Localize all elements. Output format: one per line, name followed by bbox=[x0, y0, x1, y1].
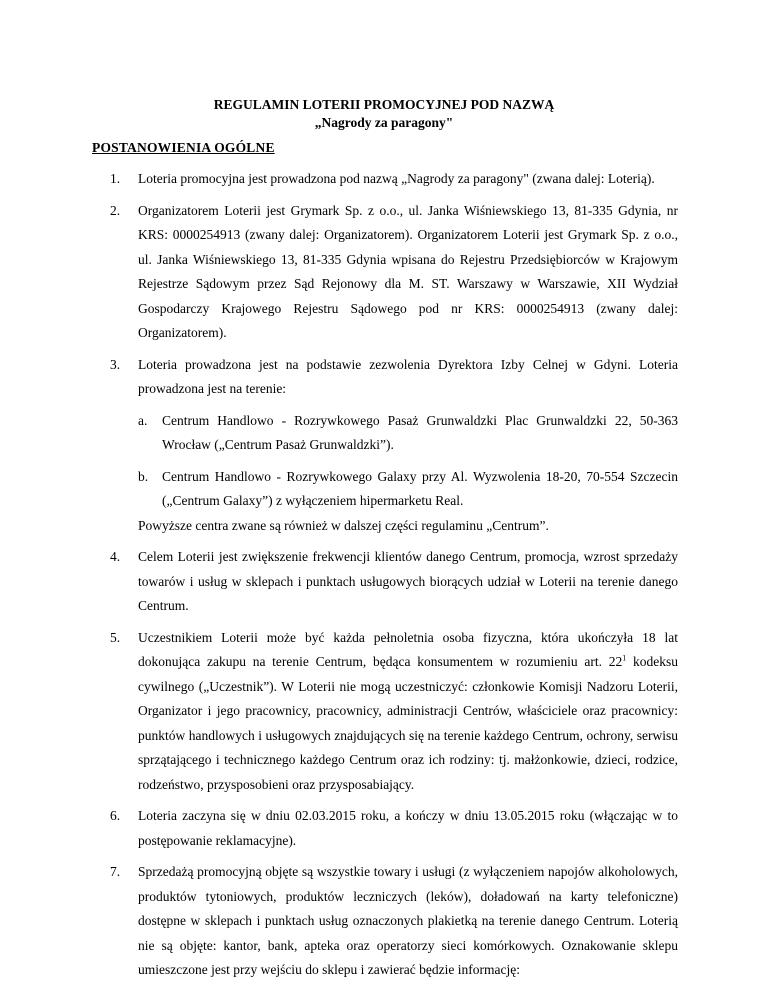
document-title bbox=[0, 96, 768, 132]
item-text: Loteria prowadzona jest na podstawie zezwolenia Dyrektora Izby Celnej w Gdyni. Loteria prowadzona jest na terenie: bbox=[138, 356, 678, 396]
item-text: Celem Loterii jest zwiększenie frekwencji klientów danego Centrum, promocja, wzrost sprzedaży towarów i usług w sklepach i punktach usługowych biorących udział w Loterii na terenie danego Centrum. bbox=[138, 549, 678, 613]
sub-item-letter: a. bbox=[138, 412, 148, 428]
list-item bbox=[110, 804, 678, 853]
list-item bbox=[110, 199, 678, 346]
item-text: Organizatorem Loterii jest Grymark Sp. z o.o., ul. Janka Wiśniewskiego 13, 81-335 Gdynia, nr KRS: 0000254913 (zwany dalej: Organizatorem). Organizatorem Loterii jest Grymark Sp. z o.o., ul. Janka Wiśniewskiego 13, 81-335 Gdynia wpisana do Rejestru Przedsiębiorców w Krajowym Rejestrze Sądowym przez Sąd Rejonowy dla M. ST. Warszawy w Warszawie, XII Wydział Gospodarczy Krajowego Rejestru Sądowego pod nr KRS: 0000254913 (zwany dalej: Organizatorem). bbox=[138, 202, 678, 340]
item-number: 1. bbox=[110, 171, 121, 186]
sub-item-letter: b. bbox=[138, 468, 149, 484]
item-number: 2. bbox=[110, 202, 121, 218]
list-item bbox=[110, 860, 678, 983]
item-number: 3. bbox=[110, 356, 121, 372]
list-item bbox=[110, 167, 678, 192]
item-text: Loteria promocyjna jest prowadzona pod nazwą „Nagrody za paragony" (zwana dalej: Loterią). bbox=[138, 171, 655, 186]
superscript-marker: 1 bbox=[622, 653, 627, 663]
item-text: Loteria zaczyna się w dniu 02.03.2015 roku, a kończy w dniu 13.05.2015 roku (włączając w to postępowanie reklamacyjne). bbox=[138, 808, 678, 848]
sub-item-text: Centrum Handlowo - Rozrywkowego Pasaż Grunwaldzki Plac Grunwaldzki 22, 50-363 Wrocław („Centrum Pasaż Grunwaldzki”). bbox=[162, 412, 678, 452]
item-text-part-2: kodeksu cywilnego („Uczestnik”). W Loterii nie mogą uczestniczyć: członkowie Komisji Nadzoru Loterii, Organizator i jego pracownicy, pracownicy, administracji Centrów, właściciele oraz pracownicy: punktów handlowych i usługowych znajdujących się na terenie każdego Centrum, ochrony, serwisu sprzątającego i technicznego każdego Centrum oraz ich rodziny: tj. małżonkowie, dzieci, rodzice, rodzeństwo, przysposobieni oraz przysposabiający. bbox=[138, 654, 678, 792]
item-number: 5. bbox=[110, 629, 121, 645]
provisions-list bbox=[110, 167, 678, 990]
sub-item-text: Centrum Handlowo - Rozrywkowego Galaxy przy Al. Wyzwolenia 18-20, 70-554 Szczecin („Centrum Galaxy”) z wyłączeniem hipermarketu Real. bbox=[162, 468, 678, 508]
list-item bbox=[110, 626, 678, 798]
centres-note: Powyższe centra zwane są również w dalszej części regulaminu „Centrum”. bbox=[138, 517, 549, 533]
item-number: 4. bbox=[110, 549, 121, 564]
item-number: 6. bbox=[110, 808, 121, 823]
list-item bbox=[110, 545, 678, 619]
item-text: Sprzedażą promocyjną objęte są wszystkie towary i usługi (z wyłączeniem napojów alkoholowych, produktów tytoniowych, produktów leczniczych (leków), doładowań na karty telefoniczne) dostępne w sklepach i punktach usług oznaczonych plakietką na terenie danego Centrum. Loterią nie są objęte: kantor, bank, apteka oraz operatorzy sieci komórkowych. Oznakowanie sklepu umieszczone jest przy wejściu do sklepu i zawierać będzie informację: bbox=[138, 864, 678, 977]
sub-list-item bbox=[138, 465, 678, 514]
sub-list-item bbox=[138, 409, 678, 458]
list-item bbox=[110, 353, 678, 539]
item-text-part-1: Uczestnikiem Loterii może być każda pełnoletnia osoba fizyczna, która ukończyła 18 lat dokonująca zakupu na terenie Centrum, będąca konsumentem w rozumieniu art. 22 bbox=[138, 629, 678, 669]
item-number: 7. bbox=[110, 864, 121, 879]
title-line-2: „Nagrody za paragony" bbox=[314, 115, 454, 130]
section-heading: POSTANOWIENIA OGÓLNE bbox=[92, 140, 275, 155]
title-line-1: REGULAMIN LOTERII PROMOCYJNEJ POD NAZWĄ bbox=[213, 97, 555, 112]
